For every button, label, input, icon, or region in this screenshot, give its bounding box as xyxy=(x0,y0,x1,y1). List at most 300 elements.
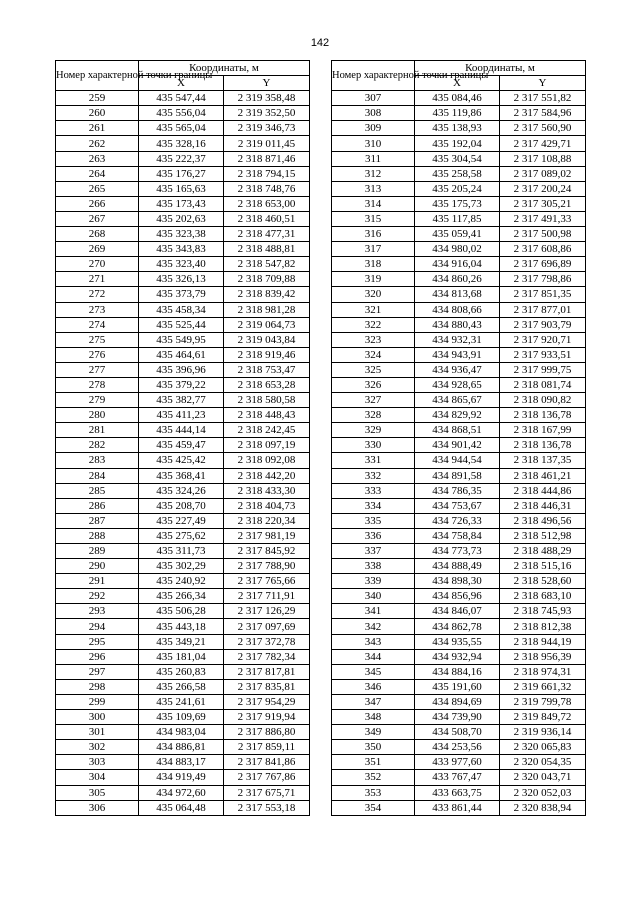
table-row xyxy=(56,121,310,136)
point-number-cell: 339 xyxy=(332,574,415,589)
x-coordinate-cell: 435 275,62 xyxy=(139,528,224,543)
point-number-cell: 326 xyxy=(332,377,415,392)
y-coordinate-cell: 2 319 011,45 xyxy=(224,136,310,151)
x-coordinate-cell: 434 919,49 xyxy=(139,770,224,785)
x-coordinate-cell: 435 328,16 xyxy=(139,136,224,151)
y-coordinate-cell: 2 318 683,10 xyxy=(500,589,586,604)
point-number-cell: 324 xyxy=(332,347,415,362)
point-number-cell: 284 xyxy=(56,468,139,483)
y-coordinate-cell: 2 320 065,83 xyxy=(500,740,586,755)
x-coordinate-cell: 434 932,94 xyxy=(415,649,500,664)
table-row xyxy=(332,559,586,574)
y-coordinate-cell: 2 318 745,93 xyxy=(500,604,586,619)
x-coordinate-cell: 435 138,93 xyxy=(415,121,500,136)
point-number-cell: 331 xyxy=(332,453,415,468)
table-row xyxy=(332,800,586,815)
x-coordinate-cell: 435 565,04 xyxy=(139,121,224,136)
point-number-cell: 340 xyxy=(332,589,415,604)
x-coordinate-cell: 435 549,95 xyxy=(139,332,224,347)
table-row xyxy=(332,634,586,649)
y-coordinate-cell: 2 318 709,88 xyxy=(224,272,310,287)
point-number-cell: 292 xyxy=(56,589,139,604)
x-coordinate-cell: 435 343,83 xyxy=(139,242,224,257)
x-coordinate-cell: 434 972,60 xyxy=(139,785,224,800)
table-row xyxy=(332,196,586,211)
y-coordinate-cell: 2 318 137,35 xyxy=(500,453,586,468)
table-row xyxy=(56,725,310,740)
y-coordinate-cell: 2 318 136,78 xyxy=(500,408,586,423)
y-coordinate-cell: 2 318 653,28 xyxy=(224,377,310,392)
x-coordinate-cell: 434 508,70 xyxy=(415,725,500,740)
point-number-cell: 298 xyxy=(56,679,139,694)
x-coordinate-cell: 435 443,18 xyxy=(139,619,224,634)
x-coordinate-cell: 434 944,54 xyxy=(415,453,500,468)
x-coordinate-cell: 435 266,58 xyxy=(139,679,224,694)
x-coordinate-cell: 435 205,24 xyxy=(415,181,500,196)
y-coordinate-cell: 2 318 547,82 xyxy=(224,257,310,272)
y-coordinate-cell: 2 317 429,71 xyxy=(500,136,586,151)
point-number-cell: 299 xyxy=(56,694,139,709)
table-row xyxy=(332,438,586,453)
point-number-cell: 300 xyxy=(56,710,139,725)
point-number-cell: 259 xyxy=(56,91,139,106)
table-row xyxy=(56,634,310,649)
x-coordinate-cell: 435 324,26 xyxy=(139,483,224,498)
point-number-cell: 312 xyxy=(332,166,415,181)
y-coordinate-cell: 2 318 461,21 xyxy=(500,468,586,483)
table-row xyxy=(56,800,310,815)
table-row xyxy=(56,302,310,317)
x-coordinate-cell: 434 773,73 xyxy=(415,544,500,559)
y-coordinate-cell: 2 318 919,46 xyxy=(224,347,310,362)
y-coordinate-cell: 2 317 305,21 xyxy=(500,196,586,211)
y-coordinate-cell: 2 319 064,73 xyxy=(224,317,310,332)
x-coordinate-cell: 435 547,44 xyxy=(139,91,224,106)
table-row xyxy=(56,211,310,226)
coordinates-table-right xyxy=(331,60,586,816)
y-coordinate-cell: 2 317 920,71 xyxy=(500,332,586,347)
x-coordinate-cell: 434 862,78 xyxy=(415,619,500,634)
x-coordinate-cell: 435 323,38 xyxy=(139,227,224,242)
x-coordinate-cell: 435 208,70 xyxy=(139,498,224,513)
point-number-cell: 323 xyxy=(332,332,415,347)
table-row xyxy=(332,242,586,257)
x-coordinate-cell: 435 323,40 xyxy=(139,257,224,272)
point-number-cell: 286 xyxy=(56,498,139,513)
y-coordinate-cell: 2 318 981,28 xyxy=(224,302,310,317)
point-number-cell: 315 xyxy=(332,211,415,226)
y-coordinate-cell: 2 318 167,99 xyxy=(500,423,586,438)
table-row xyxy=(56,453,310,468)
table-row xyxy=(332,604,586,619)
x-coordinate-cell: 435 059,41 xyxy=(415,227,500,242)
point-number-cell: 335 xyxy=(332,513,415,528)
y-coordinate-cell: 2 317 859,11 xyxy=(224,740,310,755)
y-coordinate-cell: 2 319 661,32 xyxy=(500,679,586,694)
table-row xyxy=(332,649,586,664)
table-row xyxy=(332,755,586,770)
y-coordinate-cell: 2 317 886,80 xyxy=(224,725,310,740)
table-row xyxy=(332,377,586,392)
y-coordinate-cell: 2 318 242,45 xyxy=(224,423,310,438)
point-number-cell: 341 xyxy=(332,604,415,619)
y-coordinate-cell: 2 318 580,58 xyxy=(224,393,310,408)
table-row xyxy=(56,362,310,377)
y-coordinate-cell: 2 317 551,82 xyxy=(500,91,586,106)
y-coordinate-cell: 2 318 444,86 xyxy=(500,483,586,498)
x-coordinate-cell: 435 444,14 xyxy=(139,423,224,438)
y-coordinate-cell: 2 319 043,84 xyxy=(224,332,310,347)
point-number-cell: 329 xyxy=(332,423,415,438)
table-row xyxy=(332,513,586,528)
table-row xyxy=(332,619,586,634)
table-row xyxy=(56,166,310,181)
y-coordinate-cell: 2 318 871,46 xyxy=(224,151,310,166)
table-row xyxy=(56,740,310,755)
x-coordinate-cell: 435 302,29 xyxy=(139,559,224,574)
point-number-cell: 274 xyxy=(56,317,139,332)
table-row xyxy=(56,679,310,694)
point-number-cell: 282 xyxy=(56,438,139,453)
y-coordinate-cell: 2 318 442,20 xyxy=(224,468,310,483)
point-number-cell: 344 xyxy=(332,649,415,664)
y-coordinate-cell: 2 317 919,94 xyxy=(224,710,310,725)
table-row xyxy=(332,528,586,543)
point-number-cell: 320 xyxy=(332,287,415,302)
point-number-cell: 276 xyxy=(56,347,139,362)
y-coordinate-cell: 2 318 446,31 xyxy=(500,498,586,513)
point-number-cell: 345 xyxy=(332,664,415,679)
x-coordinate-cell: 434 856,96 xyxy=(415,589,500,604)
y-coordinate-cell: 2 318 448,43 xyxy=(224,408,310,423)
x-coordinate-cell: 434 253,56 xyxy=(415,740,500,755)
table-row xyxy=(332,574,586,589)
x-coordinate-cell: 435 222,37 xyxy=(139,151,224,166)
point-number-cell: 280 xyxy=(56,408,139,423)
point-number-cell: 353 xyxy=(332,785,415,800)
y-coordinate-cell: 2 317 584,96 xyxy=(500,106,586,121)
x-coordinate-cell: 434 901,42 xyxy=(415,438,500,453)
y-coordinate-cell: 2 318 753,47 xyxy=(224,362,310,377)
point-number-cell: 348 xyxy=(332,710,415,725)
table-row xyxy=(56,619,310,634)
point-number-cell: 295 xyxy=(56,634,139,649)
table-row xyxy=(332,362,586,377)
x-coordinate-cell: 435 311,73 xyxy=(139,544,224,559)
table-row xyxy=(56,755,310,770)
y-coordinate-cell: 2 317 675,71 xyxy=(224,785,310,800)
x-coordinate-cell: 435 176,27 xyxy=(139,166,224,181)
table-row xyxy=(56,528,310,543)
point-number-cell: 313 xyxy=(332,181,415,196)
y-coordinate-cell: 2 318 956,39 xyxy=(500,649,586,664)
table-row xyxy=(332,483,586,498)
x-coordinate-cell: 434 829,92 xyxy=(415,408,500,423)
x-coordinate-cell: 434 943,91 xyxy=(415,347,500,362)
table-row xyxy=(56,151,310,166)
y-coordinate-cell: 2 317 999,75 xyxy=(500,362,586,377)
y-coordinate-cell: 2 318 794,15 xyxy=(224,166,310,181)
table-row xyxy=(332,408,586,423)
x-coordinate-cell: 435 506,28 xyxy=(139,604,224,619)
point-number-cell: 337 xyxy=(332,544,415,559)
table-row xyxy=(332,227,586,242)
table-row xyxy=(332,181,586,196)
table-row xyxy=(56,196,310,211)
x-coordinate-cell: 435 227,49 xyxy=(139,513,224,528)
y-coordinate-cell: 2 317 711,91 xyxy=(224,589,310,604)
y-coordinate-cell: 2 318 488,29 xyxy=(500,544,586,559)
x-coordinate-cell: 435 266,34 xyxy=(139,589,224,604)
point-number-cell: 264 xyxy=(56,166,139,181)
x-coordinate-cell: 435 173,43 xyxy=(139,196,224,211)
x-coordinate-cell: 435 458,34 xyxy=(139,302,224,317)
table-row xyxy=(332,347,586,362)
x-coordinate-cell: 434 865,67 xyxy=(415,393,500,408)
x-coordinate-cell: 434 898,30 xyxy=(415,574,500,589)
point-number-cell: 265 xyxy=(56,181,139,196)
point-number-cell: 263 xyxy=(56,151,139,166)
x-coordinate-cell: 433 861,44 xyxy=(415,800,500,815)
point-number-cell: 262 xyxy=(56,136,139,151)
point-number-cell: 291 xyxy=(56,574,139,589)
x-coordinate-cell: 435 064,48 xyxy=(139,800,224,815)
x-coordinate-cell: 435 411,23 xyxy=(139,408,224,423)
table-row xyxy=(56,574,310,589)
table-row xyxy=(56,423,310,438)
x-coordinate-cell: 434 916,04 xyxy=(415,257,500,272)
y-coordinate-cell: 2 317 491,33 xyxy=(500,211,586,226)
point-number-cell: 317 xyxy=(332,242,415,257)
header-coordinates: Координаты, м xyxy=(139,61,310,76)
table-row xyxy=(56,498,310,513)
x-coordinate-cell: 435 556,04 xyxy=(139,106,224,121)
point-number-cell: 318 xyxy=(332,257,415,272)
table-row xyxy=(56,438,310,453)
y-coordinate-cell: 2 318 515,16 xyxy=(500,559,586,574)
table-row xyxy=(56,559,310,574)
x-coordinate-cell: 434 813,68 xyxy=(415,287,500,302)
table-row xyxy=(332,106,586,121)
y-coordinate-cell: 2 318 136,78 xyxy=(500,438,586,453)
table-body-right xyxy=(332,91,586,816)
point-number-cell: 303 xyxy=(56,755,139,770)
point-number-cell: 270 xyxy=(56,257,139,272)
y-coordinate-cell: 2 318 496,56 xyxy=(500,513,586,528)
x-coordinate-cell: 434 868,51 xyxy=(415,423,500,438)
x-coordinate-cell: 434 786,35 xyxy=(415,483,500,498)
x-coordinate-cell: 435 192,04 xyxy=(415,136,500,151)
table-row xyxy=(332,151,586,166)
y-coordinate-cell: 2 318 974,31 xyxy=(500,664,586,679)
point-number-cell: 343 xyxy=(332,634,415,649)
y-coordinate-cell: 2 318 090,82 xyxy=(500,393,586,408)
point-number-cell: 281 xyxy=(56,423,139,438)
point-number-cell: 314 xyxy=(332,196,415,211)
x-coordinate-cell: 435 379,22 xyxy=(139,377,224,392)
table-row xyxy=(332,544,586,559)
table-row xyxy=(332,317,586,332)
point-number-cell: 334 xyxy=(332,498,415,513)
table-row xyxy=(56,317,310,332)
table-row xyxy=(56,604,310,619)
y-coordinate-cell: 2 317 696,89 xyxy=(500,257,586,272)
y-coordinate-cell: 2 317 089,02 xyxy=(500,166,586,181)
table-row xyxy=(332,393,586,408)
x-coordinate-cell: 435 382,77 xyxy=(139,393,224,408)
x-coordinate-cell: 435 117,85 xyxy=(415,211,500,226)
y-coordinate-cell: 2 317 500,98 xyxy=(500,227,586,242)
table-row xyxy=(332,91,586,106)
y-coordinate-cell: 2 320 054,35 xyxy=(500,755,586,770)
point-number-cell: 266 xyxy=(56,196,139,211)
table-row xyxy=(56,468,310,483)
table-row xyxy=(332,302,586,317)
table-row xyxy=(56,664,310,679)
table-row xyxy=(332,694,586,709)
x-coordinate-cell: 435 459,47 xyxy=(139,438,224,453)
y-coordinate-cell: 2 318 081,74 xyxy=(500,377,586,392)
x-coordinate-cell: 434 894,69 xyxy=(415,694,500,709)
y-coordinate-cell: 2 317 798,86 xyxy=(500,272,586,287)
x-coordinate-cell: 434 860,26 xyxy=(415,272,500,287)
header-point-number: Номер характерной точки границы xyxy=(56,61,139,91)
x-coordinate-cell: 435 181,04 xyxy=(139,649,224,664)
x-coordinate-cell: 435 373,79 xyxy=(139,287,224,302)
table-row xyxy=(332,725,586,740)
point-number-cell: 296 xyxy=(56,649,139,664)
table-row xyxy=(56,272,310,287)
table-row xyxy=(56,136,310,151)
table-row xyxy=(332,785,586,800)
x-coordinate-cell: 434 884,16 xyxy=(415,664,500,679)
point-number-cell: 293 xyxy=(56,604,139,619)
y-coordinate-cell: 2 317 903,79 xyxy=(500,317,586,332)
x-coordinate-cell: 434 726,33 xyxy=(415,513,500,528)
point-number-cell: 354 xyxy=(332,800,415,815)
x-coordinate-cell: 434 846,07 xyxy=(415,604,500,619)
point-number-cell: 289 xyxy=(56,544,139,559)
table-row xyxy=(332,257,586,272)
table-row xyxy=(332,664,586,679)
x-coordinate-cell: 435 304,54 xyxy=(415,151,500,166)
table-row xyxy=(332,423,586,438)
y-coordinate-cell: 2 318 653,00 xyxy=(224,196,310,211)
table-row xyxy=(332,679,586,694)
table-row xyxy=(56,106,310,121)
point-number-cell: 333 xyxy=(332,483,415,498)
x-coordinate-cell: 434 758,84 xyxy=(415,528,500,543)
point-number-cell: 342 xyxy=(332,619,415,634)
point-number-cell: 328 xyxy=(332,408,415,423)
point-number-cell: 267 xyxy=(56,211,139,226)
x-coordinate-cell: 435 396,96 xyxy=(139,362,224,377)
y-coordinate-cell: 2 320 052,03 xyxy=(500,785,586,800)
x-coordinate-cell: 435 202,63 xyxy=(139,211,224,226)
x-coordinate-cell: 433 767,47 xyxy=(415,770,500,785)
y-coordinate-cell: 2 317 782,34 xyxy=(224,649,310,664)
table-row xyxy=(332,710,586,725)
y-coordinate-cell: 2 318 528,60 xyxy=(500,574,586,589)
x-coordinate-cell: 434 880,43 xyxy=(415,317,500,332)
table-row xyxy=(332,498,586,513)
point-number-cell: 347 xyxy=(332,694,415,709)
point-number-cell: 271 xyxy=(56,272,139,287)
point-number-cell: 279 xyxy=(56,393,139,408)
y-coordinate-cell: 2 317 788,90 xyxy=(224,559,310,574)
y-coordinate-cell: 2 317 765,66 xyxy=(224,574,310,589)
x-coordinate-cell: 433 663,75 xyxy=(415,785,500,800)
table-row xyxy=(56,408,310,423)
point-number-cell: 338 xyxy=(332,559,415,574)
y-coordinate-cell: 2 317 097,69 xyxy=(224,619,310,634)
y-coordinate-cell: 2 317 108,88 xyxy=(500,151,586,166)
x-coordinate-cell: 435 260,83 xyxy=(139,664,224,679)
x-coordinate-cell: 434 932,31 xyxy=(415,332,500,347)
y-coordinate-cell: 2 317 553,18 xyxy=(224,800,310,815)
table-row xyxy=(56,227,310,242)
table-row xyxy=(56,785,310,800)
x-coordinate-cell: 435 165,63 xyxy=(139,181,224,196)
table-body-left xyxy=(56,91,310,816)
point-number-cell: 294 xyxy=(56,619,139,634)
y-coordinate-cell: 2 318 477,31 xyxy=(224,227,310,242)
y-coordinate-cell: 2 318 097,19 xyxy=(224,438,310,453)
point-number-cell: 321 xyxy=(332,302,415,317)
x-coordinate-cell: 435 368,41 xyxy=(139,468,224,483)
y-coordinate-cell: 2 317 851,35 xyxy=(500,287,586,302)
table-row xyxy=(332,468,586,483)
table-row xyxy=(56,91,310,106)
table-row xyxy=(56,347,310,362)
point-number-cell: 260 xyxy=(56,106,139,121)
point-number-cell: 332 xyxy=(332,468,415,483)
table-row xyxy=(332,287,586,302)
point-number-cell: 273 xyxy=(56,302,139,317)
point-number-cell: 352 xyxy=(332,770,415,785)
point-number-cell: 351 xyxy=(332,755,415,770)
point-number-cell: 322 xyxy=(332,317,415,332)
y-coordinate-cell: 2 317 372,78 xyxy=(224,634,310,649)
point-number-cell: 311 xyxy=(332,151,415,166)
coordinates-table-left xyxy=(55,60,310,816)
table-row xyxy=(56,694,310,709)
table-row xyxy=(56,257,310,272)
y-coordinate-cell: 2 319 358,48 xyxy=(224,91,310,106)
table-row xyxy=(332,211,586,226)
point-number-cell: 301 xyxy=(56,725,139,740)
x-coordinate-cell: 435 525,44 xyxy=(139,317,224,332)
table-row xyxy=(332,272,586,287)
y-coordinate-cell: 2 317 841,86 xyxy=(224,755,310,770)
y-coordinate-cell: 2 317 981,19 xyxy=(224,528,310,543)
table-row xyxy=(56,770,310,785)
table-row xyxy=(56,287,310,302)
x-coordinate-cell: 434 886,81 xyxy=(139,740,224,755)
point-number-cell: 346 xyxy=(332,679,415,694)
y-coordinate-cell: 2 319 936,14 xyxy=(500,725,586,740)
table-row xyxy=(56,483,310,498)
header-y: Y xyxy=(224,76,310,91)
page-number: 142 xyxy=(310,37,330,49)
x-coordinate-cell: 434 980,02 xyxy=(415,242,500,257)
point-number-cell: 308 xyxy=(332,106,415,121)
point-number-cell: 268 xyxy=(56,227,139,242)
x-coordinate-cell: 435 240,92 xyxy=(139,574,224,589)
x-coordinate-cell: 434 808,66 xyxy=(415,302,500,317)
point-number-cell: 319 xyxy=(332,272,415,287)
point-number-cell: 349 xyxy=(332,725,415,740)
